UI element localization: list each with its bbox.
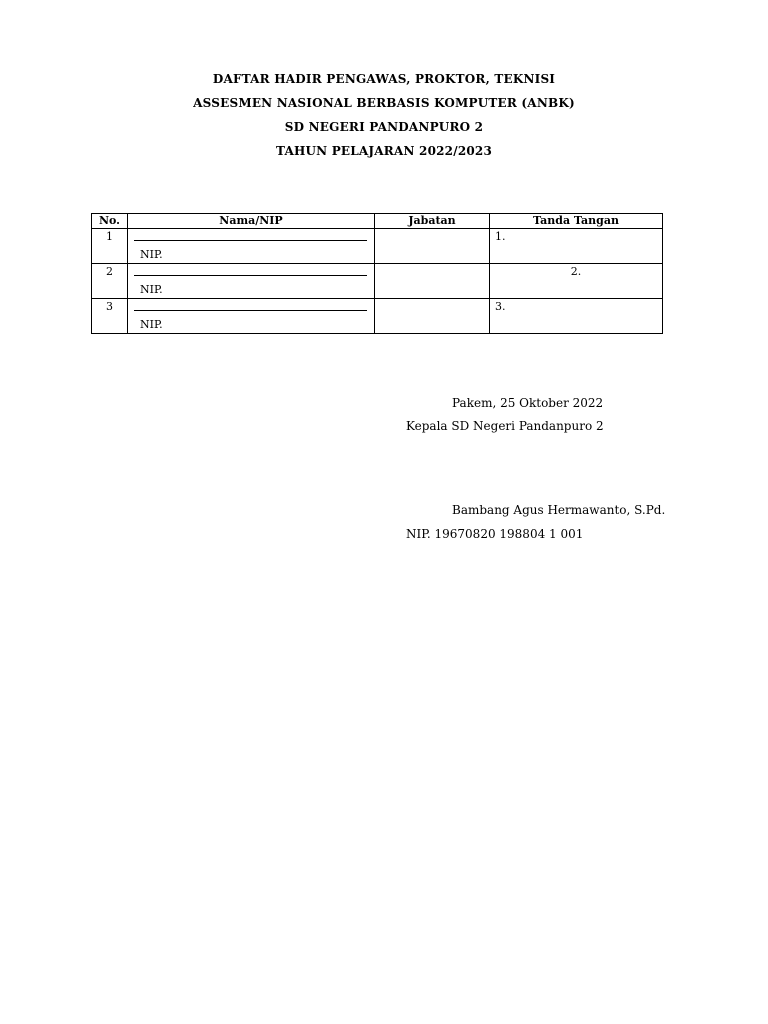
jabatan-cell xyxy=(375,229,490,264)
row-number: 3 xyxy=(92,299,128,334)
table-row xyxy=(92,299,663,334)
title-line-3: SD NEGERI PANDANPURO 2 xyxy=(284,120,484,134)
jabatan-cell xyxy=(375,264,490,299)
signatory-nip: NIP. 19670820 198804 1 001 xyxy=(406,527,584,541)
signature-number: 2. xyxy=(570,265,582,278)
attendance-table xyxy=(91,213,663,334)
title-line-1: DAFTAR HADIR PENGAWAS, PROKTOR, TEKNISI xyxy=(212,72,556,86)
place-date: Pakem, 25 Oktober 2022 xyxy=(452,396,604,410)
table-header-row xyxy=(92,214,663,229)
name-blank-line xyxy=(134,229,367,241)
name-blank-line xyxy=(134,264,367,276)
signature-number: 1. xyxy=(495,230,506,243)
signature-cell xyxy=(490,264,663,299)
jabatan-cell xyxy=(375,299,490,334)
signature-cell xyxy=(490,299,663,334)
name-cell xyxy=(128,229,375,264)
signature-cell xyxy=(490,229,663,264)
header-nama-nip: Nama/NIP xyxy=(128,214,375,229)
row-number: 1 xyxy=(92,229,128,264)
signatory-name: Bambang Agus Hermawanto, S.Pd. xyxy=(452,503,666,517)
title-line-2: ASSESMEN NASIONAL BERBASIS KOMPUTER (ANBK) xyxy=(193,96,575,110)
row-number: 2 xyxy=(92,264,128,299)
name-cell xyxy=(128,264,375,299)
nip-label: NIP. xyxy=(140,318,163,331)
title-line-4: TAHUN PELAJARAN 2022/2023 xyxy=(275,144,493,158)
nip-label: NIP. xyxy=(140,248,163,261)
header-no: No. xyxy=(92,214,128,229)
name-blank-line xyxy=(134,299,367,311)
nip-label: NIP. xyxy=(140,283,163,296)
table-row xyxy=(92,229,663,264)
signature-number: 3. xyxy=(495,300,506,313)
name-cell xyxy=(128,299,375,334)
header-tanda-tangan: Tanda Tangan xyxy=(490,214,663,229)
header-jabatan: Jabatan xyxy=(375,214,490,229)
signatory-position: Kepala SD Negeri Pandanpuro 2 xyxy=(406,419,604,433)
table-row xyxy=(92,264,663,299)
